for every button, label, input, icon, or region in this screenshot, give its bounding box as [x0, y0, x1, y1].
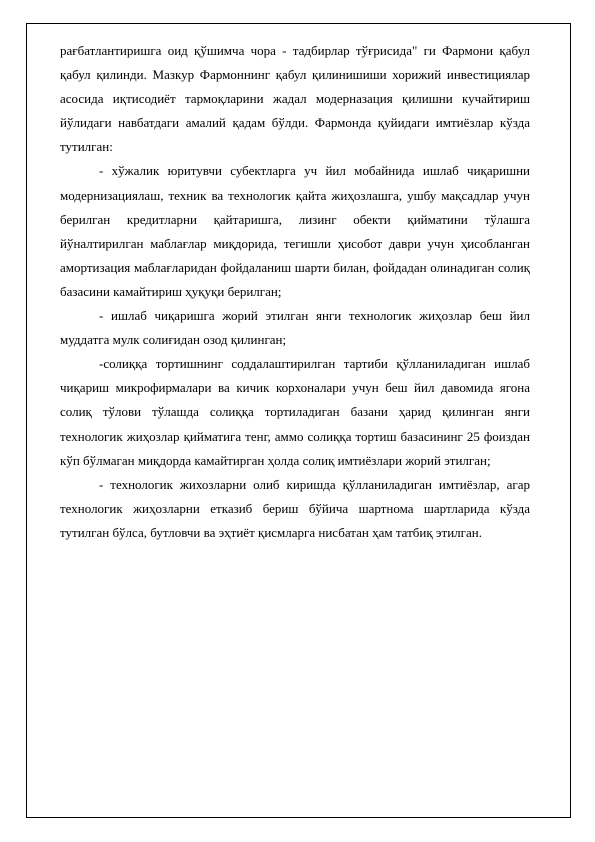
paragraph-property-tax-exemption: - ишлаб чиқаришга жорий этилган янги технологик жиҳозлар беш йил муддатга мулк солиғидан озод қилинган; — [60, 308, 530, 348]
paragraph-profit-tax-benefit: - хўжалик юритувчи субектларга уч йил мобайнида ишлаб чиқаришни модернизациялаш, техник ва технологик қайта жиҳозлашга, ушбу мақсадлар учун берилган кредитларни қайтаришга, лизинг обекти қийматини тўлашга йўналтирилган маблағлар миқдорида, тегишли ҳисобот даври учун ҳисобланган амортизация маблағларидан фойдаланиш шарти билан, фойдадан олинадиган солиқ базасини камайтириш ҳуқуқи берилган; — [60, 163, 530, 299]
paragraph-simplified-tax-benefit: -солиққа тортишнинг соддалаштирилган тартиби қўлланиладиган ишлаб чиқариш микрофирмалари ва кичик корхоналари учун беш йил давомида ягона солиқ тўлови тўлашда солиққа тортиладиган базани ҳарид қилинган янги технологик жиҳозлар қийматига тенг, аммо солиққа тортиш базасининг 25 фоиздан кўп бўлмаган миқдорда камайтирган ҳолда солиқ имтиёзлари жорий этилган; — [60, 356, 530, 468]
paragraph-intro: рағбатлантиришга оид қўшимча чора - тадбирлар тўғрисида" ги Фармони қабул қабул қилинди. Мазкур Фармоннинг қабул қилинишиши хорижий инвестициялар асосида иқтисодиёт тармоқларини жадал модерназация қилишни кучайтириш йўлидаги навбатдаги амалий қадам бўлди. Фармонда қуйидаги имтиёзлар кўзда тутилган: — [60, 43, 530, 155]
paragraph-import-benefit: - технологик жихозларни олиб киришда қўлланиладиган имтиёзлар, агар технологик жиҳозларни етказиб бериш бўйича шартнома шартларида кўзда тутилган бўлса, бутловчи ва эҳтиёт қисмларга нисбатан ҳам татбиқ этилган. — [60, 476, 530, 540]
document-body — [60, 39, 530, 545]
